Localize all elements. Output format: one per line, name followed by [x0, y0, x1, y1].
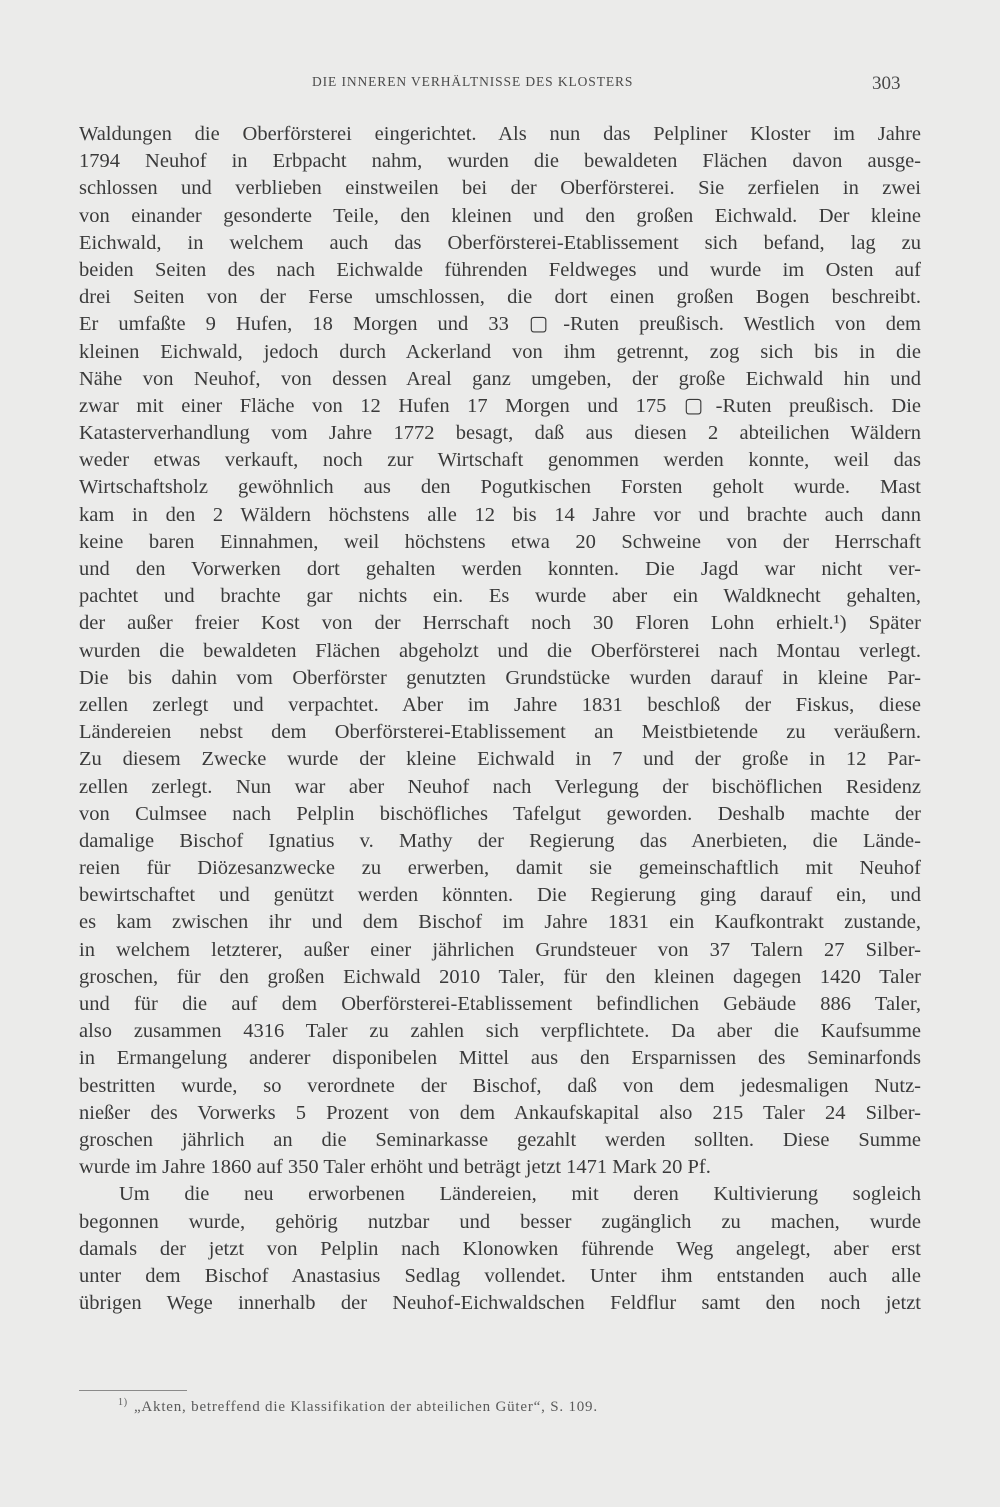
text-line: wurde im Jahre 1860 auf 350 Taler erhöht und beträgt jetzt 1471 Mark 20 Pf. — [79, 1156, 711, 1179]
text-line: und den Vorwerken dort gehalten werden konnten. Die Jagd war nicht ver- — [79, 558, 921, 580]
text-line: damals der jetzt von Pelplin nach Klonowken führende Weg angelegt, aber erst — [79, 1237, 921, 1260]
text-line: Waldungen die Oberförsterei eingerichtet. Als nun das Pelpliner Kloster im Jahre — [79, 123, 921, 145]
text-line: Um die neu erworbenen Ländereien, mit deren Kultivierung sogleich — [119, 1183, 921, 1206]
running-header: DIE INNEREN VERHÄLTNISSE DES KLOSTERS — [312, 74, 634, 89]
text-line: übrigen Wege innerhalb der Neuhof-Eichwaldschen Feldflur samt den noch jetzt — [79, 1292, 921, 1315]
text-line: nießer des Vorwerks 5 Prozent von dem Ankaufskapital also 215 Taler 24 Silber- — [79, 1101, 921, 1124]
text-line: 1794 Neuhof in Erbpacht nahm, wurden die bewaldeten Flächen davon ausge- — [79, 150, 921, 173]
text-line: kam in den 2 Wäldern höchstens alle 12 bis 14 Jahre vor und brachte auch dann — [79, 503, 921, 526]
text-line: es kam zwischen ihr und dem Bischof im Jahre 1831 ein Kaufkontrakt zustande, — [79, 911, 921, 934]
footnote — [118, 1397, 598, 1416]
text-line: schlossen und verblieben einstweilen bei der Oberförsterei. Sie zerfielen in zwei — [79, 177, 921, 200]
page-number: 303 — [872, 73, 901, 94]
text-line: Eichwald, in welchem auch das Oberförsterei-Etablissement sich befand, lag zu — [79, 231, 921, 254]
footnote-text: „Akten, betreffend die Klassifikation der abteilichen Güter“, S. 109. — [133, 1399, 598, 1415]
text-line: zwar mit einer Fläche von 12 Hufen 17 Morgen und 175 ▢-Ruten preußisch. Die — [79, 394, 921, 417]
text-line: kleinen Eichwald, jedoch durch Ackerland von ihm getrennt, zog sich bis in die — [79, 340, 921, 363]
text-line: damalige Bischof Ignatius v. Mathy der Regierung das Anerbieten, die Lände- — [79, 829, 921, 852]
text-line: groschen jährlich an die Seminarkasse gezahlt werden sollten. Diese Summe — [79, 1128, 921, 1151]
text-line: also zusammen 4316 Taler zu zahlen sich verpflichtete. Da aber die Kaufsumme — [79, 1020, 921, 1043]
text-line: weder etwas verkauft, noch zur Wirtschaft genommen werden konnte, weil das — [79, 449, 921, 472]
text-line: keine baren Einnahmen, weil höchstens etwa 20 Schweine von der Herrschaft — [79, 530, 921, 553]
text-line: reien für Diözesanzwecke zu erwerben, damit sie gemeinschaftlich mit Neuhof — [79, 857, 921, 880]
text-line: und für die auf dem Oberförsterei-Etablissement befindlichen Gebäude 886 Taler, — [79, 993, 921, 1015]
text-line: zellen zerlegt. Nun war aber Neuhof nach Verlegung der bischöflichen Residenz — [79, 775, 921, 798]
body-text — [79, 121, 921, 1317]
text-line: zellen zerlegt und verpachtet. Aber im Jahre 1831 beschloß der Fiskus, diese — [79, 693, 921, 716]
footnote-divider — [79, 1390, 187, 1391]
text-line: wurden die bewaldeten Flächen abgeholzt und die Oberförsterei nach Montau verlegt. — [79, 639, 921, 662]
text-line: Ländereien nebst dem Oberförsterei-Etablissement an Meistbietende zu veräußern. — [79, 721, 921, 744]
footnote-marker: 1) — [118, 1397, 128, 1408]
text-line: der außer freier Kost von der Herrschaft noch 30 Floren Lohn erhielt.¹) Später — [79, 612, 921, 635]
text-line: von einander gesonderte Teile, den kleinen und den großen Eichwald. Der kleine — [79, 204, 921, 227]
text-line: Die bis dahin vom Oberförster genutzten Grundstücke wurden darauf in kleine Par- — [79, 666, 921, 689]
text-line: unter dem Bischof Anastasius Sedlag vollendet. Unter ihm entstanden auch alle — [79, 1264, 921, 1287]
text-line: Nähe von Neuhof, von dessen Areal ganz umgeben, der große Eichwald hin und — [79, 367, 921, 390]
text-line: von Culmsee nach Pelplin bischöfliches Tafelgut geworden. Deshalb machte der — [79, 802, 921, 825]
text-line: Wirtschaftsholz gewöhnlich aus den Pogutkischen Forsten geholt wurde. Mast — [79, 476, 921, 499]
text-line: beiden Seiten des nach Eichwalde führenden Feldweges und wurde im Osten auf — [79, 258, 921, 281]
text-line: Er umfaßte 9 Hufen, 18 Morgen und 33 ▢-Ruten preußisch. Westlich von dem — [79, 313, 921, 336]
text-line: Zu diesem Zwecke wurde der kleine Eichwald in 7 und der große in 12 Par- — [79, 748, 921, 771]
text-line: bewirtschaftet und genützt werden könnten. Die Regierung ging darauf ein, und — [79, 884, 921, 907]
text-line: begonnen wurde, gehörig nutzbar und besser zugänglich zu machen, wurde — [79, 1210, 921, 1233]
text-line: in welchem letzterer, außer einer jährlichen Grundsteuer von 37 Talern 27 Silber- — [79, 938, 921, 961]
text-line: Katasterverhandlung vom Jahre 1772 besagt, daß aus diesen 2 abteilichen Wäldern — [79, 422, 921, 445]
text-line: bestritten wurde, so verordnete der Bischof, daß von dem jedesmaligen Nutz- — [79, 1074, 921, 1097]
text-line: pachtet und brachte gar nichts ein. Es wurde aber ein Waldknecht gehalten, — [79, 585, 921, 608]
text-line: drei Seiten von der Ferse umschlossen, die dort einen großen Bogen beschreibt. — [79, 286, 921, 309]
text-line: in Ermangelung anderer disponibelen Mittel aus den Ersparnissen des Seminarfonds — [79, 1047, 921, 1070]
text-line: groschen, für den großen Eichwald 2010 Taler, für den kleinen dagegen 1420 Taler — [79, 965, 921, 988]
